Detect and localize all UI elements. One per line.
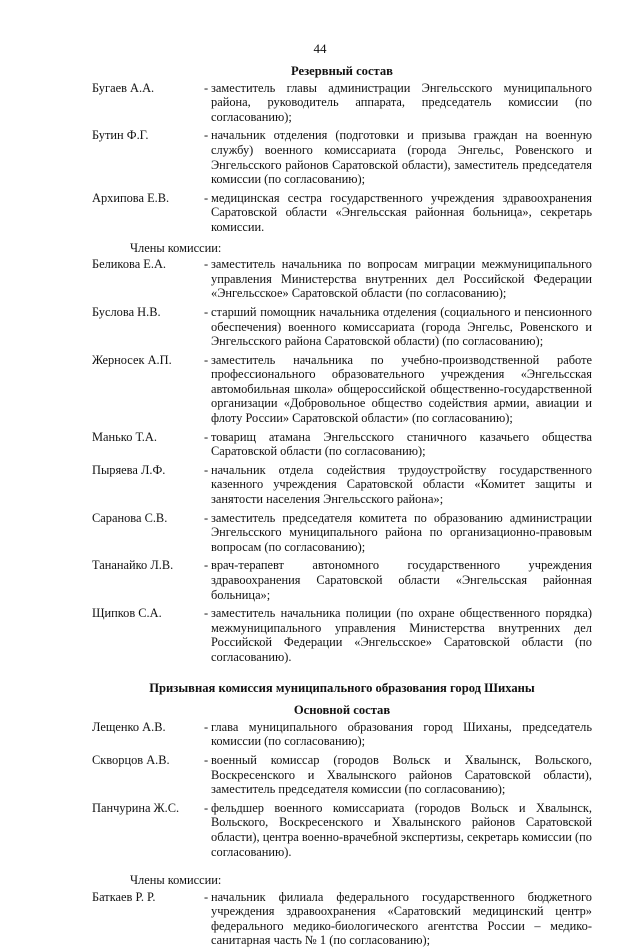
dash: - (204, 800, 209, 815)
member-entry (92, 606, 592, 664)
person-name: Беликова Е.А. (92, 257, 167, 272)
person-role: заместитель главы администрации Энгельсского муниципального района, руководитель аппарата, председатель комиссии (по согласованию); (211, 80, 592, 124)
person-role: глава муниципального образования город Шиханы, председатель комиссии (по согласованию); (211, 719, 592, 749)
member-entry (92, 257, 592, 301)
member-entry (92, 511, 592, 555)
person-role: старший помощник начальника отделения (социального и пенсионного обеспечения) военного комиссариата (города Энгельс, Ровенского и Энгельсского района Саратовской области) (по согласованию); (211, 304, 592, 349)
main-entry (92, 801, 592, 859)
dash: - (204, 752, 209, 767)
person-name: Тананайко Л.В. (92, 558, 174, 573)
person-name: Скворцов А.В. (92, 752, 170, 767)
member-entry (92, 305, 592, 349)
main-entry (92, 753, 592, 797)
member-entry (92, 558, 592, 602)
person-name: Панчурина Ж.С. (92, 800, 180, 815)
main-entry (92, 720, 592, 749)
person-role: начальник отделения (подготовки и призыва граждан на военную службу) военного комиссариата (города Энгельс, Ровенского и Энгельсского районов Саратовской области), заместитель председателя комиссии (по согласованию); (211, 128, 592, 187)
member-entry (92, 353, 592, 426)
dash: - (204, 462, 209, 477)
person-name: Буслова Н.В. (92, 304, 161, 319)
dash: - (204, 190, 209, 205)
dash: - (204, 352, 209, 367)
member-entry (92, 890, 592, 948)
members-label: Члены комиссии: (130, 873, 222, 888)
dash: - (204, 558, 209, 573)
reserve-entry (92, 191, 592, 235)
commission-title: Призывная комиссия муниципального образования город Шиханы (149, 680, 535, 695)
person-role: товарищ атамана Энгельсского станичного казачьего общества Саратовской области (по согласованию); (211, 429, 592, 459)
person-role: заместитель начальника по учебно-производственной работе профессионального образовательного учреждения «Энгельсская автомобильная школа» общероссийской общественно-государственной организации «Добровольное общество содействия армии, авиации и флоту России» Саратовской области» (по согласованию); (211, 352, 592, 426)
person-role: фельдшер военного комиссариата (городов Вольск и Хвалынск, Вольского, Воскресенского и Хвалынского районов Саратовской области), центра военно-врачебной экспертизы, секретарь комиссии (по согласованию). (211, 800, 592, 859)
person-name: Жерносек А.П. (92, 352, 172, 367)
person-role: врач-терапевт автономного государственного учреждения здравоохранения Саратовской области «Энгельсская районная больница»; (211, 558, 592, 602)
dash: - (204, 606, 209, 621)
member-entry (92, 430, 592, 459)
person-name: Манько Т.А. (92, 429, 157, 444)
person-name: Баткаев Р. Р. (92, 889, 156, 904)
page-number: 44 (313, 41, 327, 56)
person-name: Пыряева Л.Ф. (92, 462, 166, 477)
person-name: Лещенко А.В. (92, 719, 166, 734)
reserve-entry (92, 128, 592, 186)
person-role: медицинская сестра государственного учреждения здравоохранения Саратовской области «Энгельсская районная больница», секретарь комиссии. (211, 190, 592, 234)
dash: - (204, 128, 209, 143)
dash: - (204, 889, 209, 904)
person-name: Щипков С.А. (92, 606, 162, 621)
reserve-entry (92, 81, 592, 125)
person-name: Бутин Ф.Г. (92, 128, 149, 143)
dash: - (204, 80, 209, 95)
members-label: Члены комиссии: (130, 240, 222, 255)
person-role: начальник отдела содействия трудоустройству государственного казенного учреждения Саратовской области «Комитет защиты и занятости населения Энгельсского района»; (211, 462, 592, 507)
person-role: заместитель начальника по вопросам миграции межмуниципального управления Министерства внутренних дел Российской Федерации «Энгельсское» Саратовской области (по согласованию); (211, 257, 592, 301)
person-name: Архипова Е.В. (92, 190, 170, 205)
dash: - (204, 429, 209, 444)
person-name: Бугаев А.А. (92, 80, 155, 95)
person-role: военный комиссар (городов Вольск и Хвалынск, Вольского, Воскресенского и Хвалынского районов Саратовской области), заместитель председателя комиссии (по согласованию); (211, 752, 592, 797)
dash: - (204, 719, 209, 734)
person-role: заместитель начальника полиции (по охране общественного порядка) межмуниципального управления Министерства внутренних дел Российской Федерации «Энгельсское» Саратовской области (по согласованию). (211, 606, 592, 664)
reserve-heading: Резервный состав (291, 64, 393, 78)
person-role: начальник филиала федерального государственного бюджетного учреждения здравоохранения «Саратовский медицинский центр» федерального медико-биологического агентства России – медико-санитарная часть № 1 (по согласованию); (211, 889, 592, 948)
member-entry (92, 463, 592, 507)
person-name: Саранова С.В. (92, 510, 168, 525)
document-body (92, 64, 592, 952)
main-composition-heading: Основной состав (293, 703, 391, 718)
dash: - (204, 257, 209, 272)
dash: - (204, 510, 209, 525)
person-role: заместитель председателя комитета по образованию администрации Энгельсского муниципального района по организационно-правовым вопросам (по согласованию); (211, 510, 592, 554)
dash: - (204, 304, 209, 319)
